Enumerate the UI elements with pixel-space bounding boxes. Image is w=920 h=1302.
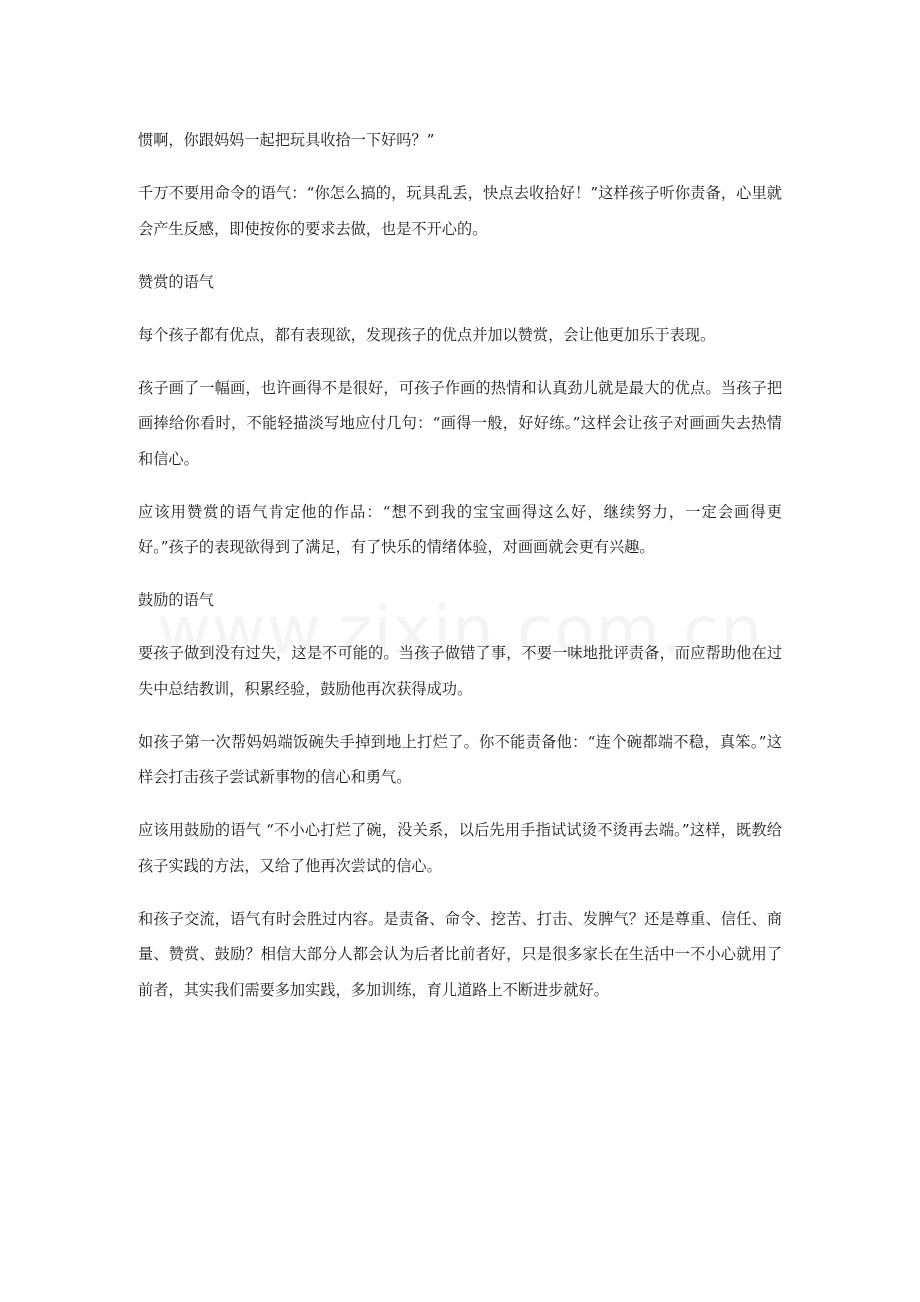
paragraph-encourage-usage: 应该用鼓励的语气 “不小心打烂了碗，没关系，以后先用手指试试烫不烫再去端。”这样，既教给孩子实践的方法，又给了他再次尝试的信心。 <box>138 821 782 875</box>
paragraph-intro-end: 惯啊，你跟妈妈一起把玩具收拾一下好吗？” <box>138 131 435 149</box>
paragraph-command-tone: 千万不要用命令的语气：“你怎么搞的，玩具乱丢，快点去收拾好！”这样孩子听你责备，心里就会产生反感，即使按你的要求去做，也是不开心的。 <box>138 184 782 238</box>
paragraph-encourage-intro: 要孩子做到没有过失，这是不可能的。当孩子做错了事，不要一味地批评责备，而应帮助他在过失中总结教训，积累经验，鼓励他再次获得成功。 <box>138 644 782 698</box>
paragraph-drawing-example: 孩子画了一幅画，也许画得不是很好，可孩子作画的热情和认真劲儿就是最大的优点。当孩子把画捧给你看时，不能轻描淡写地应付几句：“画得一般，好好练。”这样会让孩子对画画失去热情和信心。 <box>138 378 782 468</box>
paragraph-praise-intro: 每个孩子都有优点，都有表现欲，发现孩子的优点并加以赞赏，会让他更加乐于表现。 <box>138 325 716 344</box>
article-body <box>138 123 782 1026</box>
heading-encourage-tone: 鼓励的语气 <box>138 591 214 609</box>
paragraph-praise-usage: 应该用赞赏的语气肯定他的作品：“想不到我的宝宝画得这么好，继续努力，一定会画得更好。”孩子的表现欲得到了满足，有了快乐的情绪体验，对画画就会更有兴趣。 <box>138 502 782 556</box>
paragraph-conclusion: 和孩子交流，语气有时会胜过内容。是责备、命令、挖苦、打击、发脾气？还是尊重、信任、商量、赞赏、鼓励？相信大部分人都会认为后者比前者好，只是很多家长在生活中一不小心就用了前者，其实我们需要多加实践，多加训练，育儿道路上不断进步就好。 <box>138 909 782 999</box>
paragraph-bowl-example: 如孩子第一次帮妈妈端饭碗失手掉到地上打烂了。你不能责备他：“连个碗都端不稳，真笨。”这样会打击孩子尝试新事物的信心和勇气。 <box>138 732 782 786</box>
heading-praise-tone: 赞赏的语气 <box>138 272 214 291</box>
